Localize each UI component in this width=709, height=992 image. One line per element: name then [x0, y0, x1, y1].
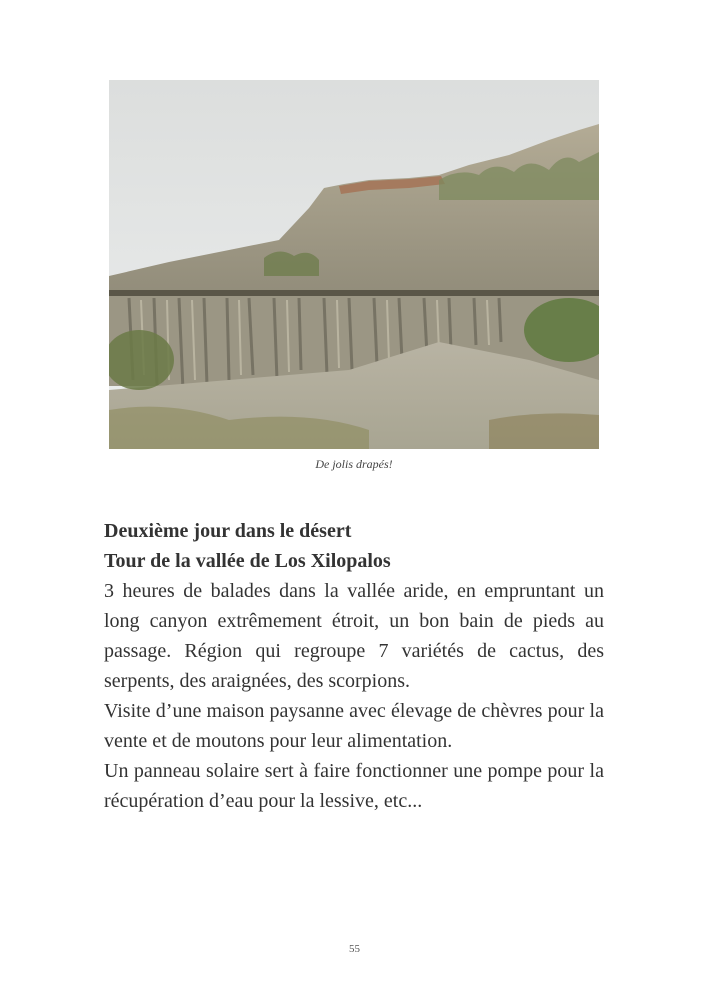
page-number: 55 — [349, 943, 360, 955]
section-heading-day: Deuxième jour dans le désert — [104, 520, 352, 542]
paragraph-walk: 3 heures de balades dans la vallée aride, en empruntant un long canyon extrêmement étroit, un bon bain de pieds au passage. Région qui regroupe 7 variétés de cactus, des serpents, des araignées, des scorpions. — [104, 580, 604, 692]
section-text — [104, 516, 604, 816]
section-heading-tour: Tour de la vallée de Los Xilopalos — [104, 550, 391, 572]
paragraph-solar-panel: Un panneau solaire sert à faire fonctionner une pompe pour la récupération d’eau pour la lessive, etc... — [104, 760, 604, 812]
photo-caption: De jolis drapés! — [315, 457, 393, 471]
paragraph-farm-visit: Visite d’une maison paysanne avec élevage de chèvres pour la vente et de moutons pour leur alimentation. — [104, 700, 604, 752]
badlands-photo — [109, 80, 599, 449]
